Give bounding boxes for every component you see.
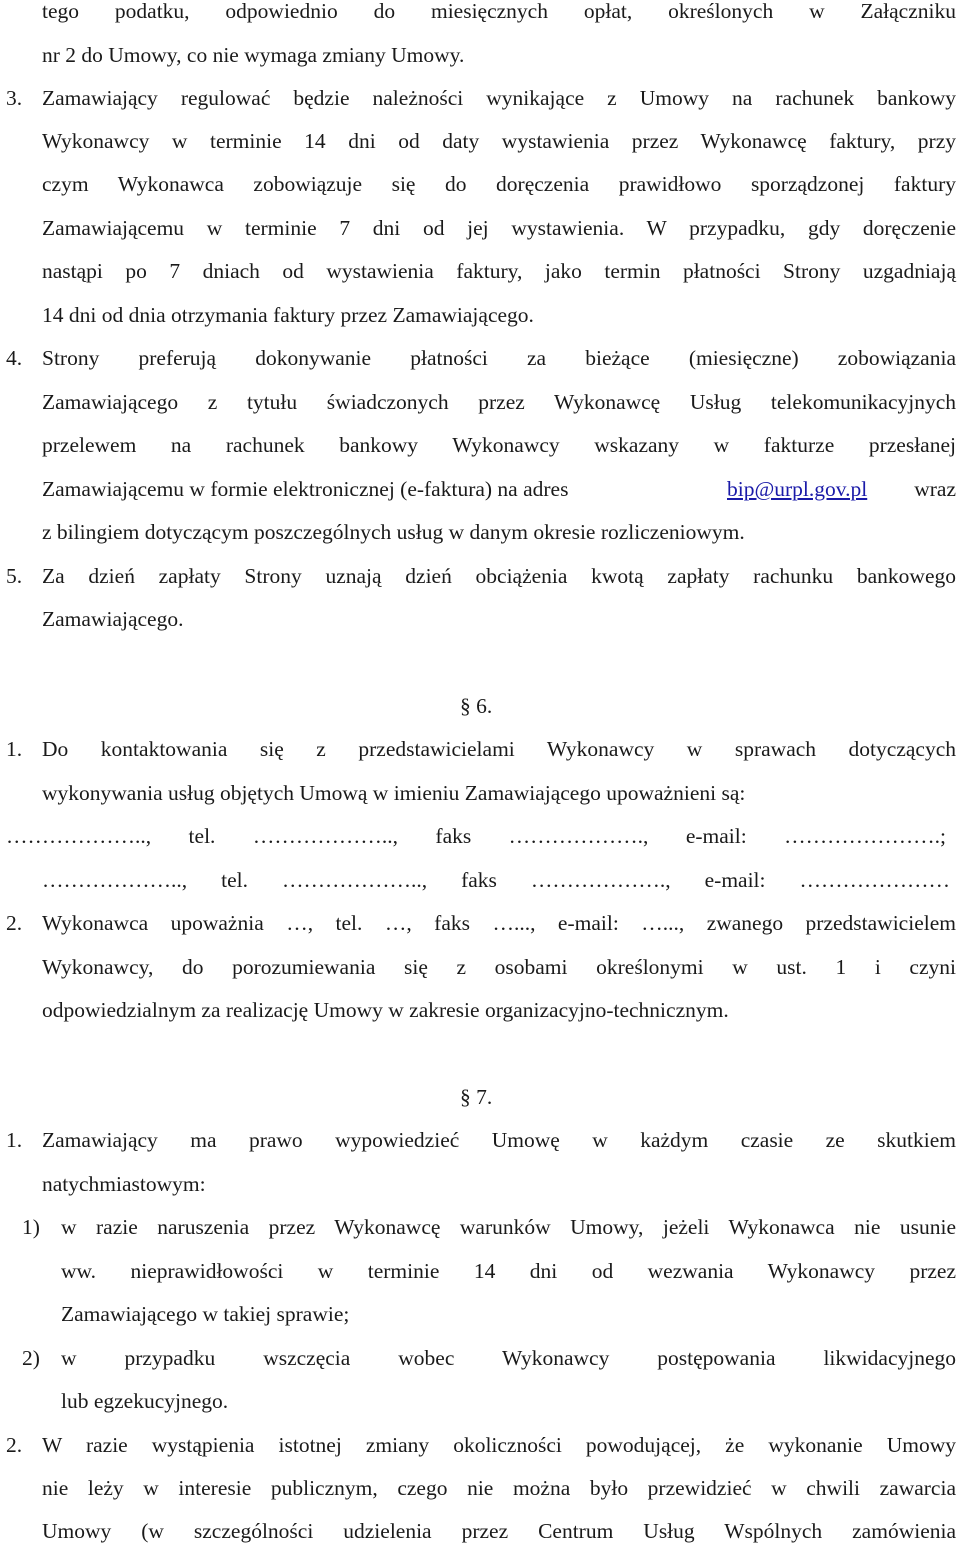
- section-7-subitem-1-line-1: w razie naruszenia przez Wykonawcę warunków Umowy, jeżeli Wykonawca nie usunie: [61, 1215, 956, 1239]
- paragraph-4-line-1: Strony preferują dokonywanie płatności za bieżące (miesięczne) zobowiązania: [42, 346, 956, 370]
- paragraph-3-line-5: nastąpi po 7 dniach od wystawienia faktury, jako termin płatności Strony uzgadniają: [42, 259, 956, 283]
- email-link[interactable]: bip@urpl.gov.pl: [727, 477, 868, 501]
- paragraph-3-number: 3.: [6, 86, 23, 110]
- section-7-subitem-1-number: 1): [22, 1215, 40, 1239]
- paragraph-4-line-4-text: Zamawiającemu w formie elektronicznej (e-faktura) na adres: [42, 477, 569, 501]
- section-6-item-2-line-2: Wykonawcy, do porozumiewania się z osobami określonymi w ust. 1 i czyni: [42, 955, 956, 979]
- section-6-item-1-line-2: wykonywania usług objętych Umową w imieniu Zamawiającego upoważnieni są:: [42, 781, 746, 805]
- paragraph-5-number: 5.: [6, 564, 23, 588]
- section-7-subitem-2-line-2: lub egzekucyjnego.: [61, 1389, 229, 1413]
- paragraph-4-line-3: przelewem na rachunek bankowy Wykonawcy wskazany w fakturze przesłanej: [42, 433, 956, 457]
- section-7-item-2-line-1: W razie wystąpienia istotnej zmiany okoliczności powodującej, że wykonanie Umowy: [42, 1433, 956, 1457]
- section-7-subitem-1-line-2: ww. nieprawidłowości w terminie 14 dni od wezwania Wykonawcy przez: [61, 1259, 956, 1283]
- paragraph-4-number: 4.: [6, 346, 23, 370]
- paragraph-3-line-6: 14 dni od dnia otrzymania faktury przez Zamawiającego.: [42, 303, 534, 327]
- paragraph-4-line-4-end: wraz: [914, 477, 956, 501]
- section-7-subitem-2-line-1: w przypadku wszczęcia wobec Wykonawcy postępowania likwidacyjnego: [61, 1346, 956, 1370]
- section-6-heading: § 6.: [460, 694, 493, 718]
- contact-line-2: ……………….., tel. ……………….., faks ………………., e-mail: …………………: [42, 868, 950, 892]
- section-7-item-2-line-2: nie leży w interesie publicznym, czego nie można było przewidzieć w chwili zawarcia: [42, 1476, 956, 1500]
- paragraph-3-line-3: czym Wykonawca zobowiązuje się do doręczenia prawidłowo sporządzonej faktury: [42, 172, 956, 196]
- paragraph-4-line-4: [42, 476, 956, 502]
- section-6-item-1-number: 1.: [6, 737, 23, 761]
- paragraph-4-line-2: Zamawiającego z tytułu świadczonych przez Wykonawcę Usług telekomunikacyjnych: [42, 390, 956, 414]
- paragraph-3-line-2: Wykonawcy w terminie 14 dni od daty wystawienia przez Wykonawcę faktury, przy: [42, 129, 956, 153]
- paragraph-2-line-1: tego podatku, odpowiednio do miesięcznych opłat, określonych w Załączniku: [42, 0, 956, 23]
- paragraph-5-line-2: Zamawiającego.: [42, 607, 184, 631]
- section-7-heading: § 7.: [460, 1085, 493, 1109]
- paragraph-4-line-5: z bilingiem dotyczącym poszczególnych usług w danym okresie rozliczeniowym.: [42, 520, 745, 544]
- section-6-item-1-line-1: Do kontaktowania się z przedstawicielami Wykonawcy w sprawach dotyczących: [42, 737, 956, 761]
- paragraph-5-line-1: Za dzień zapłaty Strony uznają dzień obciążenia kwotą zapłaty rachunku bankowego: [42, 564, 956, 588]
- paragraph-3-line-4: Zamawiającemu w terminie 7 dni od jej wystawienia. W przypadku, gdy doręczenie: [42, 216, 956, 240]
- section-7-item-1-number: 1.: [6, 1128, 23, 1152]
- section-6-item-2-line-1: Wykonawca upoważnia …, tel. …, faks …..., e-mail: …..., zwanego przedstawicielem: [42, 911, 956, 935]
- section-7-item-1-line-2: natychmiastowym:: [42, 1172, 206, 1196]
- contact-line-1: ……………….., tel. ……………….., faks ………………., e-mail: ………………….;: [6, 824, 946, 848]
- paragraph-3-line-1: Zamawiający regulować będzie należności wynikające z Umowy na rachunek bankowy: [42, 86, 956, 110]
- section-7-item-1-line-1: Zamawiający ma prawo wypowiedzieć Umowę w każdym czasie ze skutkiem: [42, 1128, 956, 1152]
- section-7-item-2-number: 2.: [6, 1433, 23, 1457]
- paragraph-2-line-2: nr 2 do Umowy, co nie wymaga zmiany Umowy.: [42, 43, 465, 67]
- section-7-subitem-1-line-3: Zamawiającego w takiej sprawie;: [61, 1302, 350, 1326]
- section-6-item-2-number: 2.: [6, 911, 23, 935]
- section-7-item-2-line-3: Umowy (w szczególności udzielenia przez Centrum Usług Wspólnych zamówienia: [42, 1519, 956, 1543]
- section-7-subitem-2-number: 2): [22, 1346, 40, 1370]
- section-6-item-2-line-3: odpowiedzialnym za realizację Umowy w zakresie organizacyjno-technicznym.: [42, 998, 729, 1022]
